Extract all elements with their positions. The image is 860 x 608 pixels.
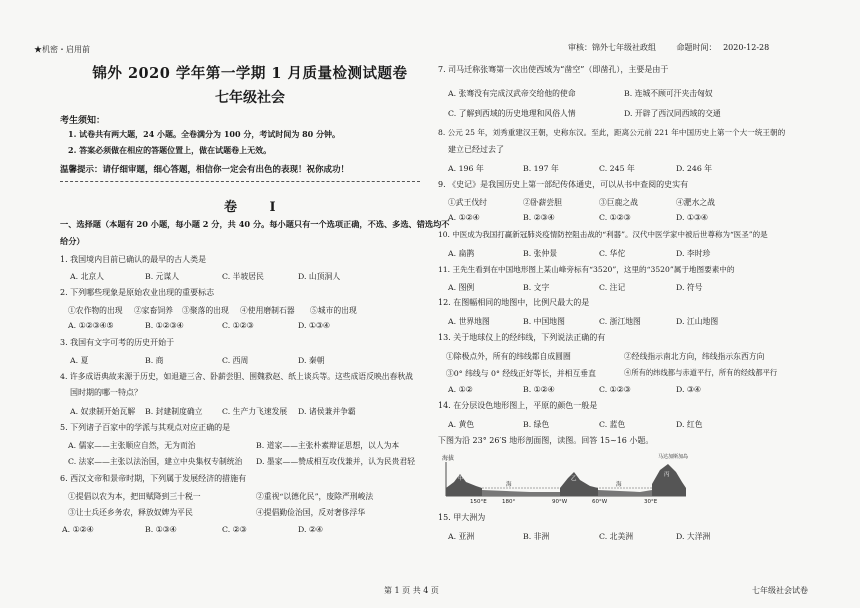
question-7: 7. 司马迁称张骞第一次出使西域为“凿空”（即凿孔），主要是由于 xyxy=(438,65,669,74)
q5-option-d: D. 墨家——赞成相互攻伐兼并，认为民贵君轻 xyxy=(256,457,416,466)
question-8-cont: 建立已经过去了 xyxy=(448,145,504,154)
footer-subject: 七年级社会试卷 xyxy=(752,586,808,595)
q6-item-2: ②重视“以德化民”，废除严刑峻法 xyxy=(256,492,374,501)
exam-title: 锦外 2020 学年第一学期 1 月质量检测试题卷 xyxy=(92,65,408,82)
q6-option-c: C. ②③ xyxy=(222,525,247,534)
q7-option-c: C. 了解到西域的历史地理和风俗人情 xyxy=(448,109,576,118)
q2-item-5: ⑤城市的出现 xyxy=(310,306,357,315)
q13-option-d: D. ③④ xyxy=(676,385,701,394)
notice-title: 考生须知： xyxy=(60,116,106,126)
question-5: 5. 下列诸子百家中的学派与其观点对应正确的是 xyxy=(60,423,231,432)
sea-name-1: 海 xyxy=(506,482,512,488)
continent-yi: 乙 xyxy=(571,476,577,482)
q13-item-2: ②经线指示南北方向，纬线指示东西方向 xyxy=(624,352,765,361)
warm-tip: 温馨提示：请仔细审题，细心答题，相信你一定会有出色的表现！祝你成功！ xyxy=(60,165,350,175)
q2-item-2: ②家畜饲养 xyxy=(134,306,173,315)
q9-item-2: ②卧薪尝胆 xyxy=(523,198,562,207)
q14-option-b: B. 绿色 xyxy=(523,420,550,429)
q13-option-b: B. ①②④ xyxy=(523,385,555,394)
q11-option-d: D. 符号 xyxy=(676,283,703,292)
figure-intro: 下图为沿 23° 26′S 地形剖面图，读图。回答 15~16 小题。 xyxy=(438,436,654,445)
tick-90w: 90°W xyxy=(552,499,568,504)
q12-option-d: D. 江山地图 xyxy=(676,317,719,326)
q7-option-b: B. 连城不顾可汗夹击匈奴 xyxy=(624,89,713,98)
q8-option-a: A. 196 年 xyxy=(448,164,484,173)
question-10: 10. 中医成为我国打赢新冠肺炎疫情防控阻击战的“利器”。汉代中医学家中被后世尊称为“医圣”的是 xyxy=(438,230,768,239)
q4-option-c: C. 生产力飞速发展 xyxy=(222,407,288,416)
q9-option-a: A. ①②④ xyxy=(448,213,480,222)
q1-option-d: D. 山顶洞人 xyxy=(298,272,341,281)
divider xyxy=(60,181,420,182)
q10-option-c: C. 华佗 xyxy=(599,249,626,258)
q1-option-b: B. 元谋人 xyxy=(145,272,180,281)
q13-option-a: A. ①② xyxy=(448,385,473,394)
q14-option-c: C. 蓝色 xyxy=(599,420,626,429)
time-value: 2020-12-28 xyxy=(723,43,770,52)
question-15: 15. 甲大洲为 xyxy=(438,513,486,522)
q9-option-b: B. ②③④ xyxy=(523,213,555,222)
notice-item-1: 1. 试卷共有两大题，24 小题。全卷满分为 100 分，考试时间为 80 分钟。 xyxy=(68,129,341,139)
q8-option-c: C. 245 年 xyxy=(599,164,635,173)
q2-item-4: ④使用磨制石器 xyxy=(240,306,295,315)
q1-option-a: A. 北京人 xyxy=(70,272,104,281)
q14-option-a: A. 黄色 xyxy=(448,420,475,429)
question-13: 13. 关于地球仪上的经纬线，下列说法正确的有 xyxy=(438,333,606,342)
q5-option-a: A. 儒家——主张顺应自然，无为而治 xyxy=(68,441,196,450)
q10-option-d: D. 李时珍 xyxy=(676,249,711,258)
q15-option-b: B. 非洲 xyxy=(523,532,550,541)
q7-option-d: D. 开辟了西汉同西域的交通 xyxy=(624,109,721,118)
q15-option-c: C. 北美洲 xyxy=(599,532,634,541)
ocean-floor-1 xyxy=(482,490,560,496)
q9-item-3: ③巨鹿之战 xyxy=(599,198,638,207)
q11-option-a: A. 图例 xyxy=(448,283,475,292)
question-1: 1. 我国境内目前已确认的最早的古人类是 xyxy=(60,255,207,264)
review-info: 审核：锦外七年级社政组 xyxy=(568,43,656,52)
q2-option-c: C. ①②③ xyxy=(222,321,254,330)
terrain-profile-figure xyxy=(440,452,690,504)
altitude-label: 海拔 xyxy=(442,455,455,462)
q3-option-c: C. 西周 xyxy=(222,356,249,365)
madagascar-label: 马达加斯加岛 xyxy=(658,454,689,460)
q4-option-a: A. 奴隶制开始瓦解 xyxy=(70,407,136,416)
q2-item-3: ③聚落的出现 xyxy=(182,306,229,315)
q2-option-a: A. ①②③④⑤ xyxy=(68,321,114,330)
q2-item-1: ①农作物的出现 xyxy=(68,306,123,315)
question-11: 11. 王先生看到在中国地形图上某山峰旁标有“3520”，这里的“3520”属于地图要素中的 xyxy=(438,265,735,274)
q15-option-d: D. 大洋洲 xyxy=(676,532,711,541)
notice-item-2: 2. 答案必须做在相应的答题位置上，做在试题卷上无效。 xyxy=(68,145,272,155)
q1-option-c: C. 半坡居民 xyxy=(222,272,264,281)
q12-option-a: A. 世界地图 xyxy=(448,317,490,326)
q14-option-d: D. 红色 xyxy=(676,420,703,429)
q3-option-b: B. 商 xyxy=(145,356,164,365)
q12-option-b: B. 中国地图 xyxy=(523,317,565,326)
terrain-segment-1 xyxy=(446,474,482,496)
q9-option-c: C. ①②③ xyxy=(599,213,631,222)
q4-option-d: D. 诸侯兼并争霸 xyxy=(298,407,356,416)
tick-180: 180° xyxy=(502,499,516,504)
continent-jia: 甲 xyxy=(458,476,464,482)
question-8: 8. 公元 25 年，刘秀重建汉王朝，史称东汉。至此，距离公元前 221 年中国历史上第一个大一统王朝的 xyxy=(438,128,786,137)
q11-option-c: C. 注记 xyxy=(599,283,626,292)
continent-bing: 丙 xyxy=(664,472,670,478)
q10-option-a: A. 扁鹊 xyxy=(448,249,475,258)
q3-option-a: A. 夏 xyxy=(70,356,89,365)
terrain-segment-2 xyxy=(560,472,598,496)
tick-30e: 30°E xyxy=(644,499,658,504)
q12-option-c: C. 浙江地图 xyxy=(599,317,641,326)
q6-option-d: D. ②④ xyxy=(298,525,323,534)
q6-option-b: B. ①③④ xyxy=(145,525,177,534)
page-number: 第 1 页 共 4 页 xyxy=(384,586,439,595)
question-2: 2. 下列哪些现象是原始农业出现的重要标志 xyxy=(60,288,215,297)
q3-option-d: D. 秦朝 xyxy=(298,356,325,365)
terrain-segment-3 xyxy=(652,464,686,496)
q9-option-d: D. ①③④ xyxy=(676,213,708,222)
q5-option-b: B. 道家——主张朴素辩证思想，以人为本 xyxy=(256,441,400,450)
q13-item-4: ④所有的纬线都与赤道平行，所有的经线都平行 xyxy=(624,368,778,377)
q10-option-b: B. 张仲景 xyxy=(523,249,558,258)
q6-item-3: ③让士兵还乡务农，释放奴婢为平民 xyxy=(68,508,193,517)
section1-intro: 一、选择题（本题有 20 小题，每小题 2 分，共 40 分。每小题只有一个选项正确，不选、多选、错选均不 xyxy=(60,219,450,229)
sea-name-2: 海 xyxy=(616,482,622,488)
q13-item-3: ③0° 纬线与 0° 经线正好等长，并相互垂直 xyxy=(446,369,596,378)
q6-item-1: ①提倡以农为本，把田赋降到三十税一 xyxy=(68,492,201,501)
question-3: 3. 我国有文字可考的历史开始于 xyxy=(60,338,175,347)
q9-item-1: ①武王伐纣 xyxy=(448,198,487,207)
header-info xyxy=(568,42,787,53)
tick-150e: 150°E xyxy=(470,499,487,504)
q8-option-b: B. 197 年 xyxy=(523,164,559,173)
q2-option-d: D. ①③④ xyxy=(298,321,330,330)
q4-option-b: B. 封建制度确立 xyxy=(145,407,203,416)
tick-60w: 60°W xyxy=(592,499,608,504)
q6-item-4: ④提倡勤俭治国，反对奢侈浮华 xyxy=(256,508,366,517)
q2-option-b: B. ①②③④ xyxy=(145,321,184,330)
q5-option-c: C. 法家——主张以法治国，建立中央集权专制统治 xyxy=(68,457,243,466)
question-9: 9. 《史记》是我国历史上第一部纪传体通史，可以从书中查阅的史实有 xyxy=(438,180,689,189)
q13-option-c: C. ①②③ xyxy=(599,385,631,394)
time-label: 命题时间： xyxy=(676,43,717,52)
q11-option-b: B. 文字 xyxy=(523,283,550,292)
volume-title: 卷 Ⅰ xyxy=(224,200,290,215)
question-4-cont: 国时期的哪一特点？ xyxy=(70,388,142,397)
q8-option-d: D. 246 年 xyxy=(676,164,713,173)
confidential-mark: ★机密・启用前 xyxy=(34,45,90,54)
question-6: 6. 西汉文帝和景帝时期，下列属于发展经济的措施有 xyxy=(60,474,247,483)
q9-item-4: ④淝水之战 xyxy=(676,198,715,207)
q6-option-a: A. ①②④ xyxy=(62,525,94,534)
exam-subtitle: 七年级社会 xyxy=(215,90,285,106)
q15-option-a: A. 亚洲 xyxy=(448,532,475,541)
q7-option-a: A. 张骞没有完成汉武帝交给他的使命 xyxy=(448,89,576,98)
question-12: 12. 在图幅相同的地图中，比例尺最大的是 xyxy=(438,298,590,307)
section1-intro-cont: 给分） xyxy=(60,236,85,246)
question-4: 4. 许多成语典故来源于历史，如退避三舍、卧薪尝胆、围魏救赵、纸上谈兵等。这些成语反映出春秋战 xyxy=(60,372,413,381)
q13-item-1: ①除极点外，所有的纬线都自成圆圈 xyxy=(446,352,571,361)
ocean-floor-2 xyxy=(598,490,652,496)
question-14: 14. 在分层设色地形图上，平原的颜色一般是 xyxy=(438,401,598,410)
